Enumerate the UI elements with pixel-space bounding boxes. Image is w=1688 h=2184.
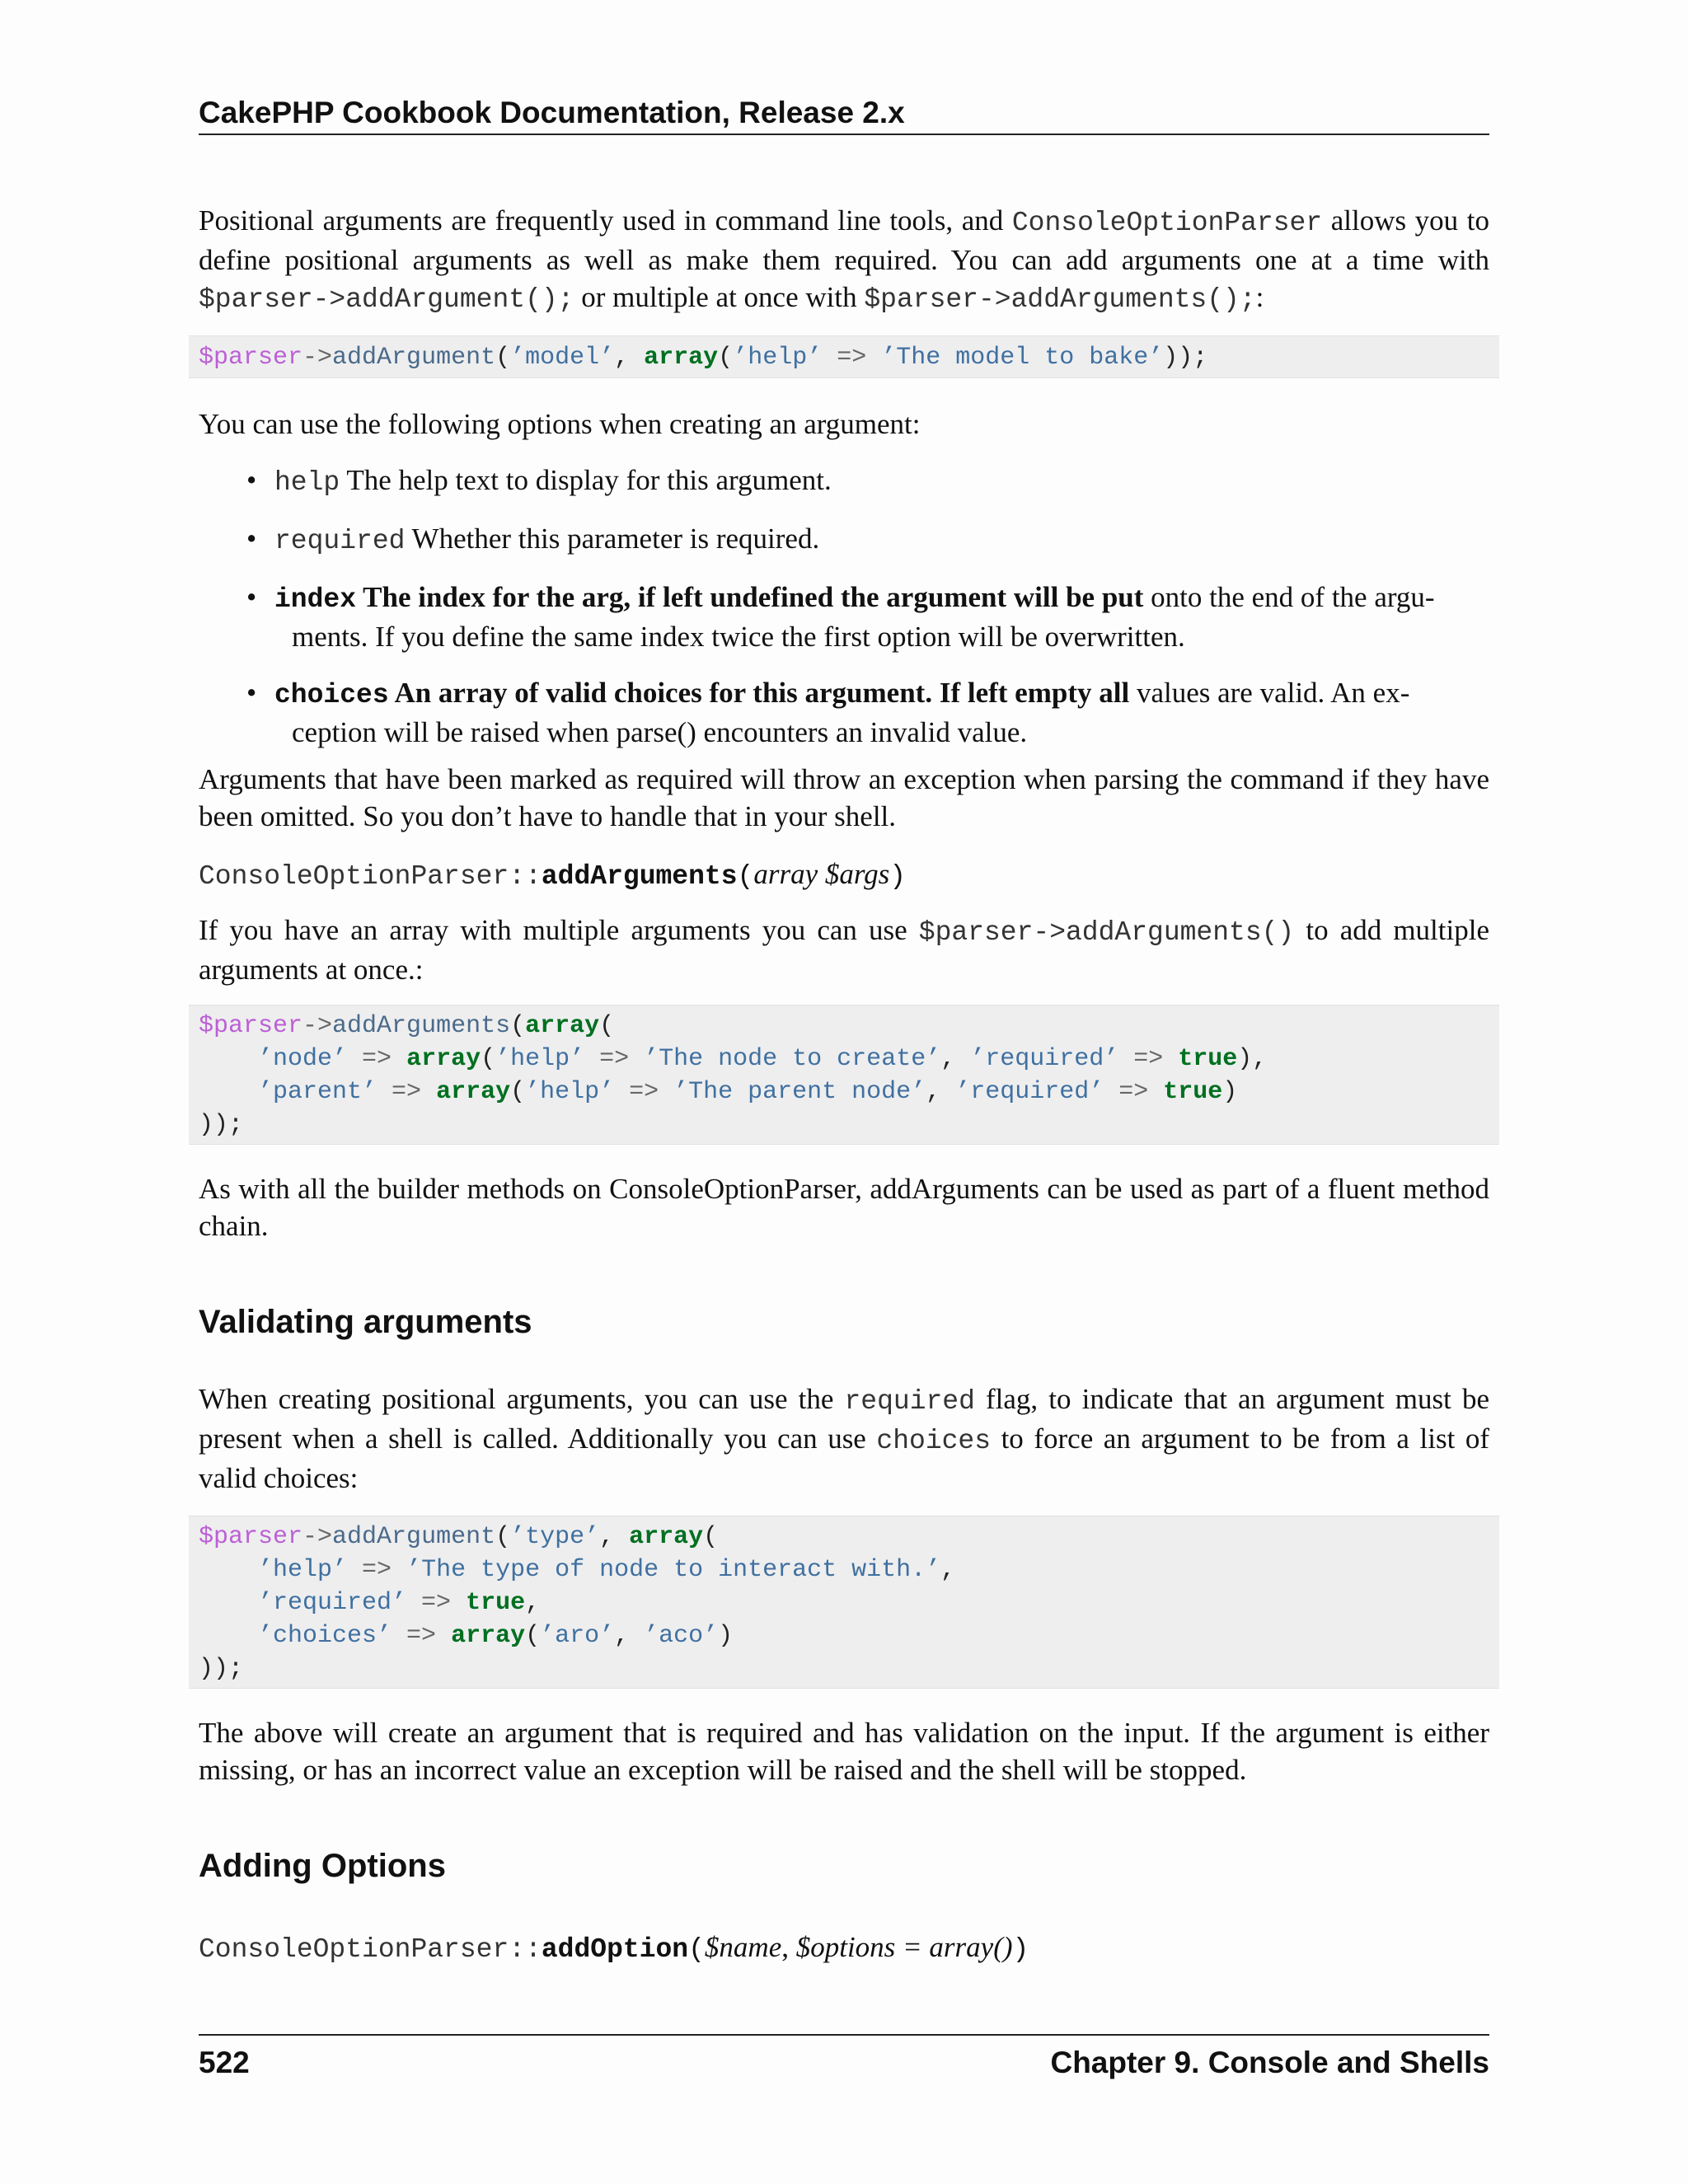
code-token: ( [510, 1078, 526, 1106]
code-token: ( [495, 1523, 511, 1551]
code-token: => [822, 344, 882, 372]
inline-code-addarguments: $parser->addArguments() [918, 917, 1295, 948]
code-token: ) [1222, 1078, 1238, 1106]
validate-text-3: to force an argument to be from a list of valid choices: [199, 1422, 1489, 1494]
code-token: ( [525, 1622, 541, 1650]
code-token: true [1178, 1045, 1238, 1073]
intro-text-3: or multiple at once with [574, 281, 865, 313]
option-text: Whether this parameter is required. [405, 523, 820, 555]
code-token: -> [302, 344, 333, 372]
code-token: ) [718, 1622, 734, 1650]
section-title: Adding Options [199, 1848, 446, 1884]
code-token: ), [1237, 1045, 1268, 1073]
option-bold-text: The index for the arg, if left undefined the argument will be put [356, 581, 1144, 613]
option-bold-text: An array of valid choices for this argument. If left empty all [388, 677, 1130, 709]
code-token: ( [599, 1012, 615, 1040]
running-footer [199, 2034, 1489, 2079]
inline-code-addarguments: $parser->addArguments(); [864, 284, 1256, 315]
page-number: 522 [199, 2046, 250, 2079]
intro-paragraph [199, 202, 1489, 318]
code-token [199, 1045, 258, 1073]
code-token: => [392, 1622, 452, 1650]
code-token: ’aco’ [644, 1622, 719, 1650]
validate-text-2: flag, to indicate that an argument must be present when a shell is called. Additionally you can use [199, 1383, 1489, 1455]
intro-text-1: Positional arguments are frequently used in command line tools, and [199, 204, 1012, 237]
option-list [199, 462, 1489, 751]
code-block-validate [189, 1516, 1499, 1689]
list-item [199, 579, 1489, 655]
signature-param: $options = array() [795, 1931, 1013, 1963]
code-token: ( [718, 344, 734, 372]
bullet-icon: • [246, 581, 257, 613]
code-token: ’required’ [970, 1045, 1119, 1073]
required-text: Arguments that have been marked as required will throw an exception when parsing the command if they have been omitted. So you don’t have to handle that in your shell. [199, 763, 1489, 832]
code-token: ’type’ [510, 1523, 600, 1551]
code-token: => [406, 1589, 467, 1617]
fluent-paragraph [199, 1170, 1489, 1244]
code-token [199, 1622, 258, 1650]
multi-text-2: to add multiple arguments at once.: [199, 914, 1489, 986]
code-token: => [347, 1556, 407, 1584]
code-token: array [525, 1012, 600, 1040]
code-token: ’help’ [733, 344, 823, 372]
code-token: ’model’ [510, 344, 615, 372]
code-token: ( [481, 1045, 496, 1073]
code-token: true [1163, 1078, 1223, 1106]
multi-text-1: If you have an array with multiple arguments you can use [199, 914, 919, 946]
code-token: => [584, 1045, 645, 1073]
inline-code-addargument: $parser->addArgument(); [199, 284, 574, 315]
code-token: => [377, 1078, 437, 1106]
inline-code-consoleoptionparser: ConsoleOptionParser [1011, 208, 1323, 238]
bullet-icon: • [246, 523, 257, 555]
code-token: , [525, 1589, 541, 1617]
code-token: -> [302, 1012, 333, 1040]
code-token: true [466, 1589, 526, 1617]
code-token: -> [302, 1523, 333, 1551]
signature-class: ConsoleOptionParser:: [199, 1934, 542, 1965]
options-intro [199, 405, 1489, 443]
option-code: choices [274, 680, 389, 710]
code-token: , [614, 1622, 645, 1650]
list-item [199, 520, 1489, 560]
code-token: => [347, 1045, 407, 1073]
required-paragraph [199, 761, 1489, 835]
code-token: )); [199, 1111, 244, 1139]
validate-paragraph [199, 1380, 1489, 1497]
code-token: ’The node to create’ [644, 1045, 941, 1073]
option-text: onto the end of the argu- [1143, 581, 1435, 613]
list-item [199, 674, 1489, 751]
section-title: Validating arguments [199, 1304, 532, 1340]
code-token: => [1104, 1078, 1164, 1106]
above-text: The above will create an argument that is required and has validation on the input. If the argument is either missing, or has an incorrect value an exception will be raised and the shell will be stopped. [199, 1717, 1489, 1786]
code-token: ’help’ [525, 1078, 615, 1106]
code-token: ’The parent node’ [673, 1078, 926, 1106]
code-token [199, 1078, 258, 1106]
section-heading-validating [199, 1304, 1489, 1341]
code-token: ’The type of node to interact with.’ [406, 1556, 941, 1584]
code-token: addArgument [332, 1523, 496, 1551]
inline-code-choices: choices [876, 1426, 992, 1456]
option-code: index [274, 584, 357, 615]
signature-paren: ) [1012, 1934, 1029, 1965]
code-token: )); [199, 1655, 244, 1683]
code-token: ’required’ [258, 1589, 407, 1617]
bullet-icon: • [246, 464, 257, 496]
code-token: ’help’ [258, 1556, 348, 1584]
code-token: array [629, 1523, 704, 1551]
method-signature-addoption [199, 1929, 1489, 1968]
document-page [199, 0, 1489, 2184]
method-signature-addarguments [199, 855, 1489, 895]
code-token [199, 1589, 258, 1617]
signature-paren: ( [688, 1934, 705, 1965]
code-token: => [614, 1078, 674, 1106]
code-token: ’required’ [955, 1078, 1104, 1106]
intro-text-4: : [1255, 281, 1264, 313]
running-header [199, 92, 1489, 135]
option-code: help [274, 467, 340, 498]
code-token: , [926, 1078, 956, 1106]
section-heading-adding-options [199, 1848, 1489, 1885]
signature-separator: , [781, 1931, 796, 1963]
code-token: ’node’ [258, 1045, 348, 1073]
code-token: array [644, 344, 719, 372]
code-token: => [1118, 1045, 1179, 1073]
code-token: )); [1163, 344, 1208, 372]
options-intro-text: You can use the following options when creating an argument: [199, 408, 921, 440]
option-continuation: ments. If you define the same index twice the first option will be overwritten. [292, 621, 1185, 653]
signature-paren: ( [737, 861, 754, 892]
signature-params: array $args [753, 858, 890, 890]
code-token: ( [510, 1012, 526, 1040]
chapter-title: Chapter 9. Console and Shells [1050, 2046, 1489, 2079]
option-text: The help text to display for this argument. [340, 464, 832, 496]
signature-method-name: addArguments [541, 861, 738, 892]
running-header-title: CakePHP Cookbook Documentation, Release 2.x [199, 96, 905, 129]
code-token: addArgument [332, 344, 496, 372]
signature-method-name: addOption [541, 1934, 689, 1965]
bullet-icon: • [246, 677, 257, 709]
code-token: , [614, 344, 645, 372]
code-token: ’aro’ [540, 1622, 615, 1650]
code-token: ( [703, 1523, 719, 1551]
code-token: , [599, 1523, 630, 1551]
inline-code-required: required [844, 1386, 975, 1417]
code-token: ’parent’ [258, 1078, 377, 1106]
fluent-text: As with all the builder methods on ConsoleOptionParser, addArguments can be used as part of a fluent method chain. [199, 1173, 1489, 1242]
code-token: ’The model to bake’ [881, 344, 1164, 372]
code-token: $parser [199, 1523, 303, 1551]
signature-paren: ) [889, 861, 907, 892]
code-block-add-arguments [189, 1005, 1499, 1145]
code-token: ’help’ [495, 1045, 585, 1073]
code-token: array [451, 1622, 526, 1650]
code-token: array [436, 1078, 511, 1106]
signature-param: $name [704, 1931, 782, 1963]
code-token: $parser [199, 1012, 303, 1040]
signature-class: ConsoleOptionParser:: [199, 861, 542, 892]
option-text: values are valid. An ex- [1129, 677, 1410, 709]
multi-args-paragraph [199, 912, 1489, 988]
code-token: ( [495, 344, 511, 372]
code-block-add-argument [189, 335, 1499, 378]
intro-text-2: allows you to define positional arguments as well as make them required. You can add arguments one at a time with [199, 204, 1489, 276]
list-item [199, 462, 1489, 501]
option-code: required [274, 526, 406, 556]
code-token [199, 1556, 258, 1584]
validate-text-1: When creating positional arguments, you can use the [199, 1383, 845, 1415]
code-token: , [940, 1045, 971, 1073]
option-continuation: ception will be raised when parse() encounters an invalid value. [292, 716, 1028, 748]
code-token: , [940, 1556, 956, 1584]
code-token: addArguments [332, 1012, 511, 1040]
above-paragraph [199, 1714, 1489, 1788]
code-token: array [406, 1045, 481, 1073]
code-token: $parser [199, 344, 303, 372]
code-token: ’choices’ [258, 1622, 392, 1650]
